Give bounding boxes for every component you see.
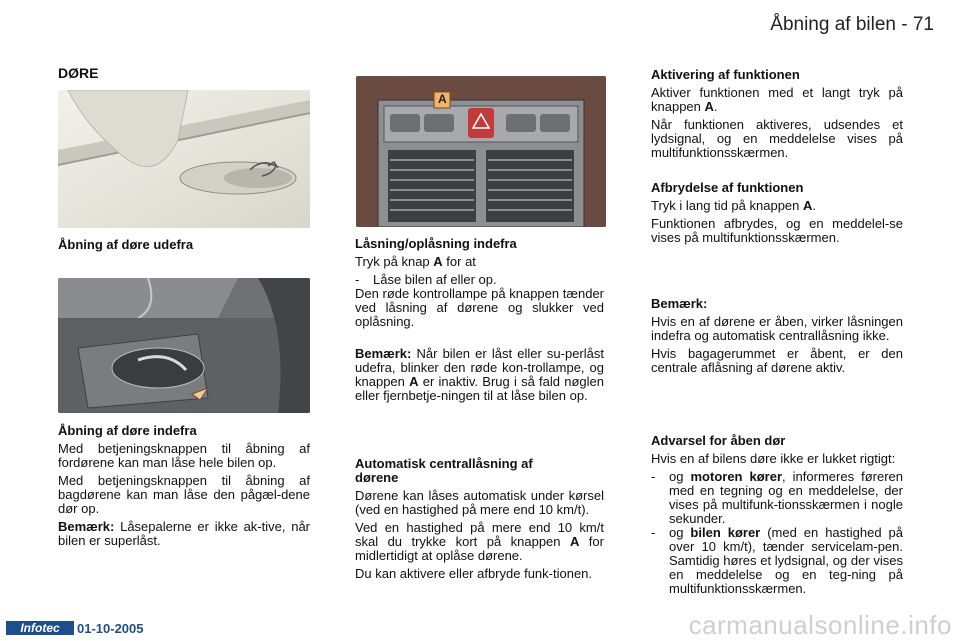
paragraph-deactivate-2: Funktionen afbrydes, og en meddelel-se vises på multifunktionsskærmen.	[651, 216, 903, 245]
list-lock	[355, 273, 604, 287]
note-heading: Bemærk:	[651, 296, 708, 311]
list-warning	[651, 470, 903, 596]
text: og	[669, 525, 691, 540]
list-item: - og motoren kører, informeres føreren med en tegning og en meddelelse, der vises på multifunk-tionsskærmen i nogle sekunder.	[651, 469, 903, 526]
heading-open-outside: Åbning af døre udefra	[58, 237, 194, 252]
column-middle	[355, 237, 604, 407]
text: Når bilen er låst eller su-perlåst udefra, blinker den røde kon-trollampe, og knappen	[355, 346, 604, 389]
exterior-door-handle-illustration	[58, 90, 310, 228]
text: .	[812, 198, 817, 213]
key-a: A	[803, 198, 813, 213]
heading-lock-inside: Låsning/oplåsning indefra	[355, 236, 517, 251]
emphasis: motoren kører	[690, 469, 783, 484]
section-title: DØRE	[58, 65, 99, 81]
column-left	[58, 66, 310, 84]
column-right-1	[651, 68, 903, 164]
text: Tryk på knap	[355, 254, 434, 269]
paragraph-rear-doors: Med betjeningsknappen til åbning af bagdørene kan man låse den pågæl-dene dør op.	[58, 473, 310, 516]
text: er inaktiv. Brug i så fald nøglen eller fjernbetje-ningen til at låse bilen op.	[355, 374, 605, 403]
heading-activate: Aktivering af funktionen	[651, 67, 800, 82]
paragraph-red-lamp: Den røde kontrollampe på knappen tænder ved låsning af dørene og slukker ved oplåsning.	[355, 286, 604, 329]
column-right-4	[651, 434, 903, 596]
text: (med en hastighed på over 10 km/t), tænder servicelam-pen. Samtidig høres et lydsignal, og der vises en meddelelse og en teg-ning på multifunktionsskærmen.	[669, 525, 904, 596]
paragraph-activate	[651, 86, 903, 114]
text: Tryk i lang tid på knappen	[651, 198, 803, 213]
footer-date: 01-10-2005	[77, 621, 144, 636]
list-item: - Låse bilen af eller op.	[355, 272, 497, 287]
paragraph-auto-2	[355, 521, 604, 563]
paragraph-activate-2: Når funktionen aktiveres, udsendes et lydsignal, og en meddelelse vises på multifunktionsskærmen.	[651, 117, 903, 160]
infotec-logo: Infotec	[6, 621, 74, 635]
page-title: Åbning af bilen - 71	[770, 14, 934, 35]
paragraph-note-2: Hvis bagagerummet er åbent, er den centrale aflåsning af dørene aktiv.	[651, 346, 903, 375]
paragraph-note-1: Hvis en af dørene er åben, virker låsningen indefra og automatisk centrallåsning ikke.	[651, 314, 903, 343]
text: , informeres føreren med en tegning og en meddelelse, der vises på multifunk-tionsskærmen i nogle sekunder.	[669, 469, 903, 526]
note-text: Låsepalerne er ikke ak-tive, når bilen er superlåst.	[58, 519, 310, 548]
column-left-body-2	[58, 424, 310, 552]
paragraph-warning: Hvis en af bilens døre ikke er lukket rigtigt:	[651, 451, 896, 466]
key-a: A	[569, 534, 580, 549]
paragraph-deactivate	[651, 199, 903, 213]
figure-label-a: A	[438, 92, 447, 106]
heading-open-door-warning: Advarsel for åben dør	[651, 433, 786, 448]
paragraph-auto-1: Dørene kan låses automatisk under kørsel (ved en hastighed på mere end 10 km/t).	[355, 488, 604, 517]
paragraph-note	[58, 520, 310, 548]
heading-open-inside: Åbning af døre indefra	[58, 423, 197, 438]
column-right-3	[651, 297, 903, 379]
column-right-2	[651, 181, 903, 249]
text: for midlertidigt at oplåse dørene.	[355, 534, 604, 563]
heading-deactivate: Afbrydelse af funktionen	[651, 180, 804, 195]
paragraph-auto-3: Du kan aktivere eller afbryde funk-tionen.	[355, 566, 593, 581]
key-a: A	[433, 254, 443, 269]
text: Ved en hastighed på mere end 10 km/t skal du trykke kort på knappen	[355, 520, 604, 549]
watermark: carmanualsonline.info	[688, 610, 952, 640]
paragraph-press-button	[355, 255, 604, 269]
emphasis: bilen kører	[690, 525, 761, 540]
column-left-body-1	[58, 238, 310, 256]
interior-door-handle-illustration	[58, 278, 310, 413]
note-label: Bemærk:	[58, 519, 115, 534]
list-item: - og bilen kører (med en hastighed på over 10 km/t), tænder servicelam-pen. Samtidig høres et lydsignal, og der vises en meddelelse og en teg-ning på multifunktionsskærmen.	[651, 525, 904, 596]
key-a: A	[704, 99, 714, 114]
text: og	[669, 469, 691, 484]
list-item-text: Låse bilen af eller op.	[373, 272, 497, 287]
dashboard-lock-button-illustration	[356, 76, 606, 227]
paragraph-front-doors: Med betjeningsknappen til åbning af fordørene kan man låse hele bilen op.	[58, 441, 310, 470]
heading-auto-lock: Automatisk centrallåsning af dørene	[355, 456, 533, 485]
key-a: A	[409, 374, 419, 389]
text: .	[713, 99, 718, 114]
note-label: Bemærk:	[355, 346, 412, 361]
column-middle-auto	[355, 457, 604, 585]
text: for at	[442, 254, 476, 269]
text: Aktiver funktionen med et langt tryk på knappen	[651, 85, 903, 114]
paragraph-note	[355, 347, 604, 403]
